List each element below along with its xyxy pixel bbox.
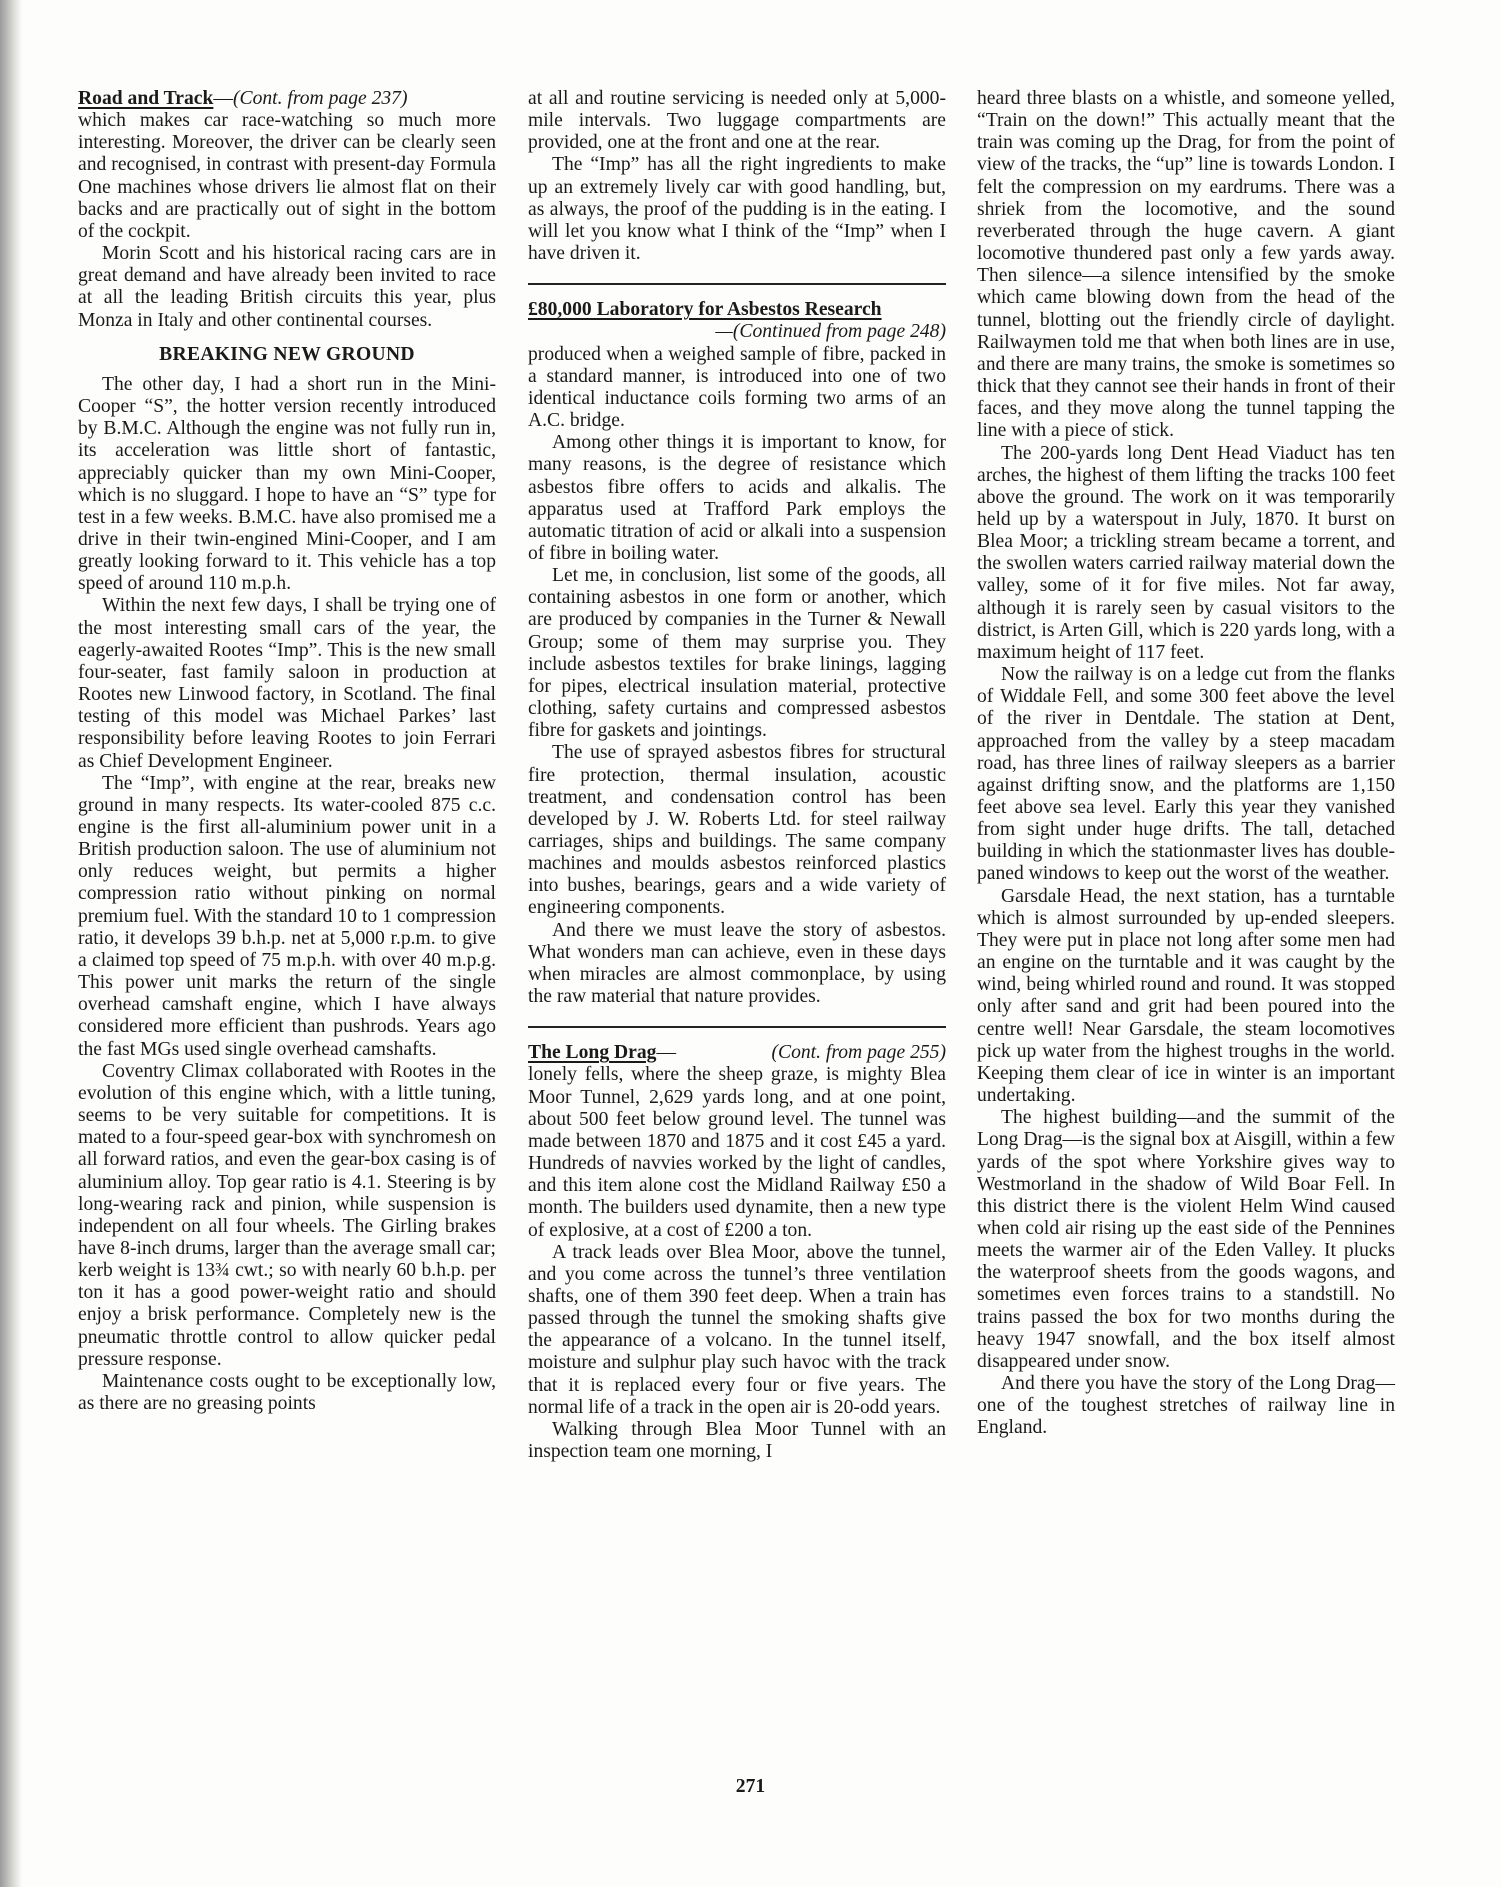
column-2 [528,88,946,1463]
paragraph: Let me, in conclusion, list some of the goods, all containing asbestos in one form or another, which are produced by companies in the Turner & Newall Group; some of them may surprise you. They include asbestos textiles for brake linings, lagging for pipes, electrical insulation material, protective clothing, safety curtains and compressed asbestos fibre for gaskets and jointings. [528,565,946,742]
paragraph: Maintenance costs ought to be exceptionally low, as there are no greasing points [78,1370,496,1415]
paragraph: And there you have the story of the Long Drag—one of the toughest stretches of railway line in England. [977,1373,1395,1439]
paragraph: at all and routine servicing is needed only at 5,000-mile intervals. Two luggage compartments are provided, one at the front and one at the rear. [528,88,946,154]
road-track-header [78,88,496,110]
asbestos-heading: £80,000 Laboratory for Asbestos Research [528,299,882,321]
long-drag-header [528,1042,946,1064]
paragraph: And there we must leave the story of asbestos. What wonders man can achieve, even in these days when miracles are almost commonplace, by using the raw material that nature provides. [528,919,946,1008]
paragraph: The use of sprayed asbestos fibres for structural fire protection, thermal insulation, acoustic treatment, and condensation control has been developed by J. W. Roberts Ltd. for steel railway carriages, ships and buildings. The same company machines and moulds asbestos reinforced plastics into bushes, bearings, gears and a wide variety of engineering components. [528,742,946,919]
paragraph: The other day, I had a short run in the Mini-Cooper “S”, the hotter version recently introduced by B.M.C. Although the engine was not fully run in, its acceleration was little short of fantastic, appreciably quicker than my own Mini-Cooper, which is no sluggard. I hope to have an “S” type for test in a few weeks. B.M.C. have also promised me a drive in their twin-engined Mini-Cooper, and I am greatly looking forward to it. This vehicle has a top speed of around 110 m.p.h. [78,373,496,595]
road-track-heading: Road and Track [78,88,214,109]
section-rule [528,283,946,285]
paragraph: lonely fells, where the sheep graze, is mighty Blea Moor Tunnel, 2,629 yards long, and at one point, about 500 feet below ground level. The tunnel was made between 1870 and 1875 and it cost £45 a yard. Hundreds of navvies worked by the light of candles, and this item alone cost the Midland Railway £50 a month. The builders used dynamite, then a new type of explosive, at a cost of £200 a ton. [528,1064,946,1241]
paragraph: Walking through Blea Moor Tunnel with an inspection team one morning, I [528,1418,946,1463]
paragraph: Among other things it is important to know, for many reasons, is the degree of resistance which asbestos fibre offers to acids and alkalis. The apparatus used at Trafford Park employs the automatic titration of acid or alkali into a suspension of fibre in boiling water. [528,432,946,564]
paragraph: produced when a weighed sample of fibre, packed in a standard manner, is introduced into one of two identical inductance coils forming two arms of an A.C. bridge. [528,343,946,432]
breaking-new-ground-heading: BREAKING NEW GROUND [159,343,415,365]
paragraph: A track leads over Blea Moor, above the tunnel, and you come across the tunnel’s three ventilation shafts, one of them 390 feet deep. When a train has passed through the tunnel the smoking shafts give the appearance of a volcano. In the tunnel itself, moisture and sulphur play such havoc with the track that it is replaced every four or five years. The normal life of a track in the open air is 20-odd years. [528,1241,946,1418]
section-rule [528,1026,946,1028]
paragraph: The “Imp”, with engine at the rear, breaks new ground in many respects. Its water-cooled 875 c.c. engine is the first all-aluminium power unit in a British production saloon. The use of aluminium not only reduces weight, but permits a higher compression ratio without pinking on normal premium fuel. With the standard 10 to 1 compression ratio, it develops 39 b.h.p. net at 5,000 r.p.m. to give a claimed top speed of 75 m.p.h. with over 40 m.p.g. This power unit marks the return of the single overhead camshaft engine, which I have always considered more efficient than pushrods. Years ago the fast MGs used single overhead camshafts. [78,772,496,1060]
paragraph: The 200-yards long Dent Head Viaduct has ten arches, the highest of them lifting the tracks 100 feet above the ground. The work on it was temporarily held up by a waterspout in July, 1870. It burst on Blea Moor; a trickling stream became a torrent, and the swollen waters carried railway material down the valley, some of it for five miles. Not far away, although it is rarely seen by casual visitors to the district, is Arten Gill, which is 220 yards long, with a maximum height of 117 feet. [977,442,1395,663]
paragraph: Within the next few days, I shall be trying one of the most interesting small cars of the year, the eagerly-awaited Rootes “Imp”. This is the new small four-seater, fast family saloon in production at Rootes new Linwood factory, in Scotland. The final testing of this model was Michael Parkes’ last responsibility before leaving Rootes to join Ferrari as Chief Development Engineer. [78,595,496,772]
road-track-dash: — [213,88,233,109]
paragraph: Garsdale Head, the next station, has a turntable which is almost surrounded by up-ended sleepers. They were put in place not long after some men had an engine on the turntable and it was caught by the wind, being whirled round and round. It was stopped only after sand and grit had been poured into the centre well! Near Garsdale, the steam locomotives pick up water from the highest troughs in the world. Keeping them clear of ice in winter is an important undertaking. [977,885,1395,1107]
page-number: 271 [735,1776,766,1797]
long-drag-heading: The Long Drag [528,1042,657,1064]
paragraph: Now the railway is on a ledge cut from the flanks of Widdale Fell, and some 300 feet above the level of the river in Dentdale. The station at Dent, approached from the valley by a steep macadam road, has three lines of railway sleepers as a barrier against drifting snow, and the platforms are 1,150 feet above sea level. Early this year they vanished from sight under huge drifts. The tall, detached building in which the stationmaster lives has double-paned windows to keep out the worst of the weather. [977,664,1395,885]
paragraph: Morin Scott and his historical racing cars are in great demand and have already been invited to race at all the leading British circuits this year, plus Monza in Italy and other continental courses. [78,243,496,331]
paragraph: which makes car race-watching so much more interesting. Moreover, the driver can be clearly seen and recognised, in contrast with present-day Formula One machines whose drivers lie almost flat on their backs and are practically out of sight in the bottom of the cockpit. [78,110,496,242]
paragraph: The “Imp” has all the right ingredients to make up an extremely lively car with good handling, but, as always, the proof of the pudding is in the eating. I will let you know what I think of the “Imp” when I have driven it. [528,154,946,265]
asbestos-cont: —(Continued from page 248) [715,321,946,343]
long-drag-cont: (Cont. from page 255) [771,1042,946,1064]
long-drag-dash: — [656,1042,677,1064]
paragraph: heard three blasts on a whistle, and someone yelled, “Train on the down!” This actually meant that the train was coming up the Drag, for from the point of view of the tracks, the “up” line is towards London. I felt the compression on my eardrums. There was a shriek from the locomotive, and the sound reverberated through the huge cavern. A giant locomotive thundered past only a few yards away. Then silence—a silence intensified by the smoke which came blowing down from the head of the tunnel, blotting out the friendly circle of daylight. Railwaymen told me that when both lines are in use, and there are many trains, the smoke is sometimes so thick that they cannot see their hands in front of their faces, and they move along the tunnel tapping the line with a piece of stick. [977,88,1395,442]
road-track-cont: (Cont. from page 237) [232,88,408,109]
column-1 [78,88,496,1415]
column-3 [977,88,1395,1440]
page-binding-edge [0,0,22,1887]
paragraph: Coventry Climax collaborated with Rootes in the evolution of this engine which, with a little tuning, seems to be very suitable for competitions. It is mated to a four-speed gear-box with synchromesh on all forward ratios, and even the gear-box casing is of aluminium alloy. Top gear ratio is 4.1. Steering is by long-wearing rack and pinion, while suspension is independent on all four wheels. The Girling brakes have 8-inch drums, larger than the average small car; kerb weight is 13¾ cwt.; so with nearly 60 b.h.p. per ton it has a good power-weight ratio and should enjoy a brisk performance. Completely new is the pneumatic throttle control to allow quicker pedal pressure response. [78,1060,496,1370]
paragraph: The highest building—and the summit of the Long Drag—is the signal box at Aisgill, within a few yards of the spot where Yorkshire gives way to Westmorland in the shadow of Wild Boar Fell. In this district there is the violent Helm Wind caused when cold air rising up the east side of the Pennines meets the warmer air of the Eden Valley. It plucks the waterproof sheets from the goods wagons, and sometimes even forces trains to a standstill. No trains passed the box for two months during the heavy 1947 snowfall, and the box itself almost disappeared under snow. [977,1107,1395,1372]
asbestos-heading-line [528,299,946,321]
